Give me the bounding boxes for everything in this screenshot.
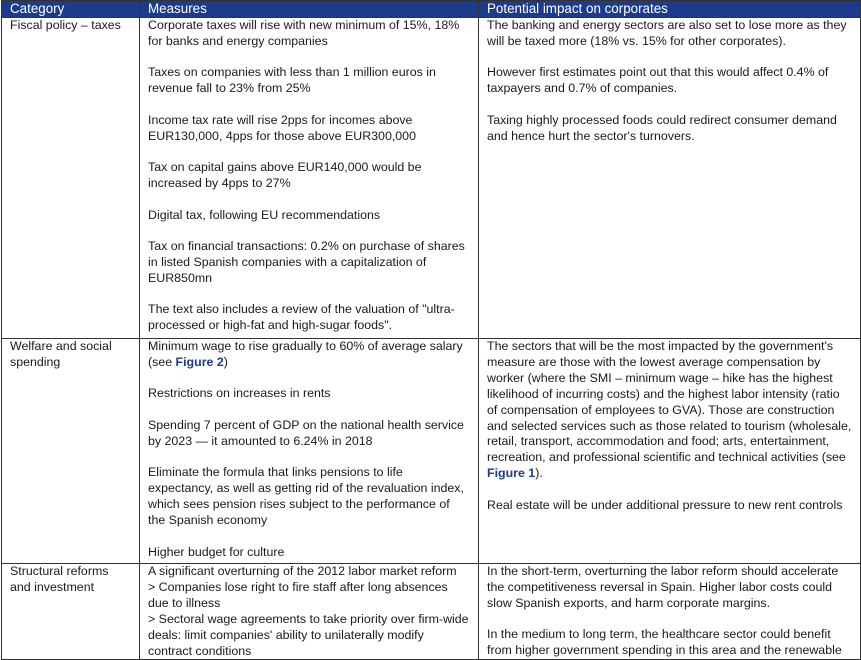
table-row	[2, 564, 861, 660]
impact-cell	[479, 18, 861, 339]
measure-item: Restrictions on increases in rents	[148, 386, 331, 401]
measure-item: Higher budget for culture	[148, 544, 285, 559]
measure-item: The text also includes a review of the valuation of "ultra-processed or high-fat and high-sugar foods".	[148, 302, 455, 333]
measures-cell	[140, 339, 479, 564]
measure-item: Eliminate the formula that links pensions to life expectancy, as well as getting rid of the revaluation index, which sees pension rises subject to the performance of the Spanish economy	[148, 465, 464, 528]
measure-item: > Sectoral wage agreements to take priority over firm-wide deals: limit companies' ability to unilaterally modify contract conditions	[148, 611, 469, 658]
category-cell: Welfare and social spending	[2, 339, 140, 564]
measure-item: Minimum wage to rise gradually to 60% of average salary (see Figure 2)	[148, 339, 463, 369]
policy-measures-table	[1, 0, 861, 660]
impact-item: In the short-term, overturning the labor reform should accelerate the competitiveness reversal in Spain. Higher labor costs could slow Spanish exports, and harm corporate margins.	[487, 564, 839, 610]
impact-item: Taxing highly processed foods could redirect consumer demand and hence hurt the sector's turnovers.	[487, 112, 837, 143]
measure-item: Income tax rate will rise 2pps for incomes above EUR130,000, 4pps for those above EUR300,000	[148, 112, 416, 143]
header-category: Category	[2, 1, 140, 18]
measure-item: A significant overturning of the 2012 labor market reform	[148, 564, 457, 578]
figure-1-link[interactable]: Figure 1	[487, 466, 536, 481]
impact-item: In the medium to long term, the healthcare sector could benefit from higher government spending in this area and the renewable	[487, 627, 842, 658]
table-row	[2, 339, 861, 564]
measure-item: Corporate taxes will rise with new minimum of 15%, 18% for banks and energy companies	[148, 18, 460, 48]
measure-item: Tax on financial transactions: 0.2% on purchase of shares in listed Spanish companies with a capitalization of EUR850mn	[148, 239, 465, 285]
header-impact: Potential impact on corporates	[479, 1, 861, 18]
header-row	[2, 1, 861, 18]
measures-cell	[140, 18, 479, 339]
measure-item: Digital tax, following EU recommendations	[148, 207, 381, 222]
impact-item: However first estimates point out that this would affect 0.4% of taxpayers and 0.7% of companies.	[487, 65, 829, 96]
measure-item: Tax on capital gains above EUR140,000 would be increased by 4pps to 27%	[148, 160, 422, 191]
measure-item: Spending 7 percent of GDP on the national health service by 2023 — it amounted to 6.24% in 2018	[148, 417, 464, 448]
measure-item: > Companies lose right to fire staff after long absences due to illness	[148, 579, 448, 610]
measure-item: Taxes on companies with less than 1 million euros in revenue fall to 23% from 25%	[148, 65, 436, 96]
impact-item: Real estate will be under additional pressure to new rent controls	[487, 497, 843, 512]
figure-2-link[interactable]: Figure 2	[175, 354, 224, 369]
impact-cell	[479, 564, 861, 660]
impact-cell	[479, 339, 861, 564]
header-measures: Measures	[140, 1, 479, 18]
category-cell: Structural reforms and investment	[2, 564, 140, 660]
impact-item: The banking and energy sectors are also set to lose more as they will be taxed more (18% vs. 15% for other corporates).	[487, 18, 847, 48]
table-row	[2, 18, 861, 339]
impact-item: The sectors that will be the most impacted by the government's measure are those with the lowest average compensation by worker (where the SMI – minimum wage – hike has the highest likelihood of incurring costs) and the highest labor intensity (ratio of compensation of employees to GVA). Those are construction and selected services such as those related to tourism (wholesale, retail, transport, accommodation and food; arts, entertainment, recreation, and professional scientific and technical activities (see Figure 1).	[487, 339, 852, 481]
measures-cell	[140, 564, 479, 660]
category-cell: Fiscal policy – taxes	[2, 18, 140, 339]
